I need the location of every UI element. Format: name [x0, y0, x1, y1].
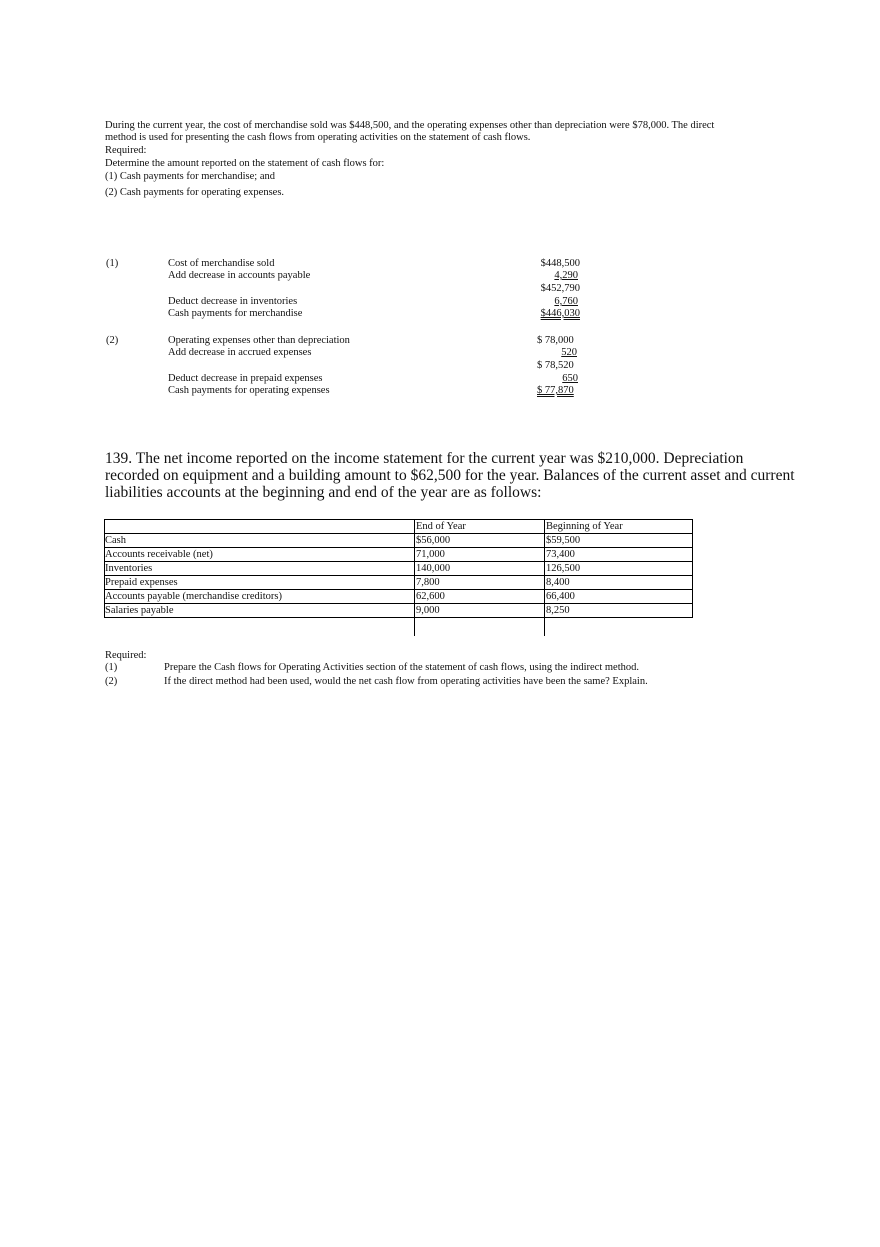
table-header-beginning-of-year: Beginning of Year [546, 521, 623, 532]
table-row-end: 9,000 [416, 605, 440, 616]
solution-2-number: (2) [106, 335, 119, 346]
solution-2-value-1: 520 [561, 347, 577, 358]
problem-139-line-2: recorded on equipment and a building amount to $62,500 for the year. Balances of the current asset and current [105, 467, 795, 484]
solution-1-label-1: Add decrease in accounts payable [168, 270, 311, 281]
table-row-label: Salaries payable [105, 605, 174, 616]
required-item-1-text: Prepare the Cash flows for Operating Activities section of the statement of cash flows, using the indirect method. [164, 662, 640, 673]
table-row-end: 62,600 [416, 591, 445, 602]
solution-2-label-0: Operating expenses other than depreciation [168, 335, 350, 346]
intro-determine: Determine the amount reported on the statement of cash flows for: [105, 158, 385, 169]
solution-1-value-2: $452,790 [540, 283, 580, 294]
solution-2-label-3: Deduct decrease in prepaid expenses [168, 373, 323, 384]
required-label: Required: [105, 650, 147, 661]
solution-2-label-4: Cash payments for operating expenses [168, 385, 330, 396]
table-row-label: Cash [105, 535, 126, 546]
table-row-beginning: 8,400 [546, 577, 570, 588]
table-row-beginning: 73,400 [546, 549, 575, 560]
table-row-label: Accounts payable (merchandise creditors) [105, 591, 282, 602]
problem-139-line-1: 139. The net income reported on the income statement for the current year was $210,000. Depreciation [105, 450, 744, 467]
table-row-beginning: $59,500 [546, 535, 581, 546]
solution-1-number: (1) [106, 258, 119, 269]
intro-line-2: method is used for presenting the cash flows from operating activities on the statement of cash flows. [105, 132, 531, 143]
table-row-beginning: 126,500 [546, 563, 581, 574]
required-item-2-text: If the direct method had been used, would the net cash flow from operating activities have been the same? Explain. [164, 676, 648, 687]
table-row-label: Accounts receivable (net) [105, 549, 213, 560]
intro-required: Required: [105, 145, 147, 156]
table-row-end: 140,000 [416, 563, 451, 574]
solution-2-value-2: $ 78,520 [537, 360, 574, 371]
required-item-1-number: (1) [105, 662, 118, 673]
table-row-label: Prepaid expenses [105, 577, 178, 588]
intro-line-1: During the current year, the cost of merchandise sold was $448,500, and the operating expenses other than depreciation were $78,000. The direct [105, 120, 715, 131]
solution-1-value-0: $448,500 [540, 258, 580, 269]
table-row-end: 71,000 [416, 549, 445, 560]
table-row-beginning: 66,400 [546, 591, 575, 602]
solution-1-label-0: Cost of merchandise sold [168, 258, 275, 269]
solution-1-value-4: $446,030 [540, 308, 580, 319]
solution-2-value-4: $ 77,870 [537, 385, 574, 396]
solution-1-value-3: 6,760 [554, 296, 578, 307]
solution-1-label-3: Deduct decrease in inventories [168, 296, 298, 307]
table-row-end: 7,800 [416, 577, 440, 588]
solution-2-label-1: Add decrease in accrued expenses [168, 347, 312, 358]
table-row-label: Inventories [105, 563, 153, 574]
solution-1-value-1: 4,290 [554, 270, 578, 281]
solution-2-value-3: 650 [562, 373, 578, 384]
intro-item-1: (1) Cash payments for merchandise; and [105, 171, 275, 182]
required-item-2-number: (2) [105, 676, 118, 687]
table-header-end-of-year: End of Year [416, 521, 466, 532]
solution-2-value-0: $ 78,000 [537, 335, 574, 346]
table-row-end: $56,000 [416, 535, 451, 546]
problem-139-line-3: liabilities accounts at the beginning and end of the year are as follows: [105, 484, 542, 501]
intro-item-2: (2) Cash payments for operating expenses. [105, 187, 285, 198]
solution-1-label-4: Cash payments for merchandise [168, 308, 303, 319]
table-row-beginning: 8,250 [546, 605, 570, 616]
